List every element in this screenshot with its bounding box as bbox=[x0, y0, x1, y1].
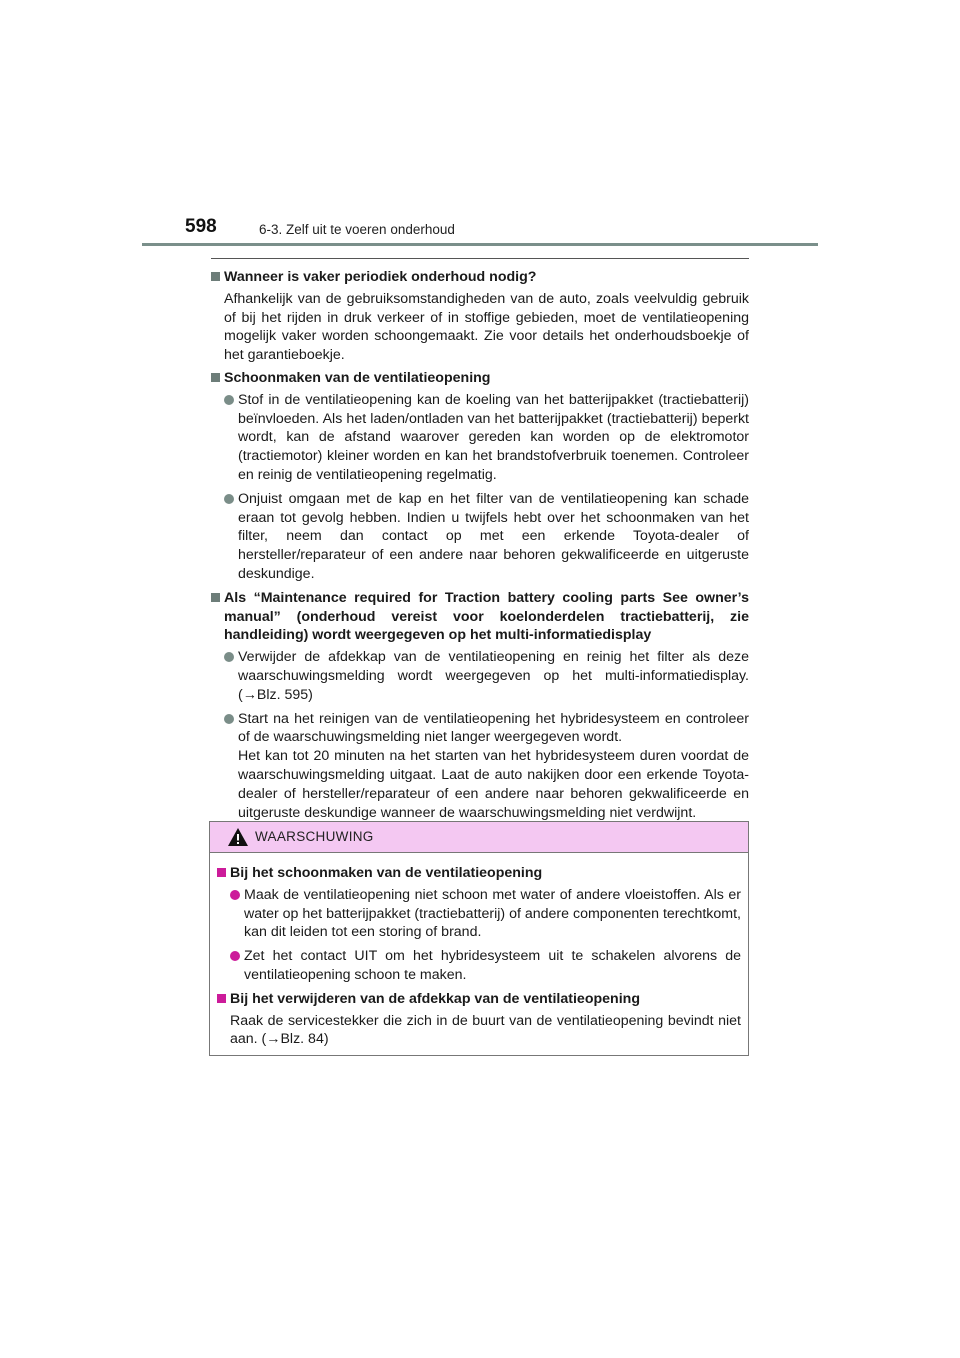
section-cleaning-vent bbox=[211, 369, 749, 584]
square-bullet-icon bbox=[217, 994, 226, 1003]
bullet-item bbox=[211, 490, 749, 584]
bullet-text-continued: Het kan tot 20 minuten na het starten van het hybridesysteem duren voordat de waarschuwingsmelding uitgaat. Laat de auto nakijken door een erkende Toyota-dealer of hersteller/reparateur of een andere naar behoren gekwalificeerde en uitgeruste deskundige wanneer de waarschuwingsmelding niet verdwijnt. bbox=[238, 748, 749, 821]
section-heading bbox=[211, 589, 749, 645]
bullet-text: Start na het reinigen van de ventilatieopening het hybridesysteem en controleer of de waarschuwingsmelding niet langer weergegeven wordt. bbox=[238, 710, 749, 746]
warning-body bbox=[210, 853, 748, 1049]
warning-title: WAARSCHUWING bbox=[255, 829, 374, 844]
bullet-item bbox=[211, 648, 749, 704]
square-bullet-icon bbox=[217, 868, 226, 877]
warning-header bbox=[210, 822, 748, 853]
warning-section-heading bbox=[217, 864, 741, 883]
bullet-text: Onjuist omgaan met de kap en het filter van de ventilatieopening kan schade eraan tot gevolg hebben. Indien u twijfels hebt over het schoonmaken van het filter, neem dan contact op met een erkende Toyota-dealer of hersteller/reparateur of een andere naar behoren gekwalificeerde en uitgeruste deskundige. bbox=[238, 490, 749, 582]
section-heading-text: Wanneer is vaker periodiek onderhoud nodig? bbox=[224, 269, 537, 285]
bullet-text: Maak de ventilatieopening niet schoon met water of andere vloeistoffen. Als er water op het batterijpakket (tractiebatterij) of andere componenten terechtkomt, kan dit leiden tot een storing of brand. bbox=[244, 886, 741, 941]
warning-box bbox=[209, 821, 749, 1056]
bullet-item bbox=[211, 710, 749, 823]
section-maintenance-message bbox=[211, 589, 749, 823]
warning-paragraph: Raak de servicestekker die zich in de buurt van de ventilatieopening bevindt niet aan. (→Blz. 84) bbox=[230, 1012, 741, 1048]
main-content bbox=[211, 258, 749, 827]
round-bullet-icon bbox=[224, 494, 234, 504]
bullet-text: Stof in de ventilatieopening kan de koeling van het batterijpakket (tractiebatterij) beïnvloeden. Als het laden/ontladen van het batterijpakket (tractiebatterij) beperkt wordt, kan de afstand waarover gereden kan worden op de elektromotor (tractiemotor) kleiner worden en kan het brandstofverbruik toenemen. Controleer en reinig de ventilatieopening regelmatig. bbox=[238, 391, 749, 483]
round-bullet-icon bbox=[230, 951, 240, 961]
warning-heading-text: Bij het schoonmaken van de ventilatieopening bbox=[230, 865, 543, 881]
bullet-text: Verwijder de afdekkap van de ventilatieopening en reinig het filter als deze waarschuwingsmelding wordt weergegeven op het multi-informatiedisplay. (→Blz. 595) bbox=[238, 649, 749, 703]
section-heading-text: Als “Maintenance required for Traction battery cooling parts See owner’s manual” (onderhoud vereist voor koelonderdelen tractiebatterij, zie handleiding) wordt weergegeven op het multi-informatiedisplay bbox=[224, 589, 749, 644]
page-number: 598 bbox=[185, 216, 217, 237]
section-heading bbox=[211, 369, 749, 388]
bullet-text: Zet het contact UIT om het hybridesysteem uit te schakelen alvorens de ventilatieopening schoon te maken. bbox=[244, 948, 741, 983]
square-bullet-icon bbox=[211, 593, 220, 602]
bullet-item bbox=[211, 391, 749, 485]
warning-bullet-item bbox=[217, 886, 741, 942]
section-periodic-maintenance bbox=[211, 268, 749, 365]
section-heading-text: Schoonmaken van de ventilatieopening bbox=[224, 369, 491, 386]
warning-section-heading bbox=[217, 990, 741, 1009]
section-heading bbox=[211, 268, 749, 287]
round-bullet-icon bbox=[224, 714, 234, 724]
round-bullet-icon bbox=[230, 890, 240, 900]
round-bullet-icon bbox=[224, 395, 234, 405]
chapter-title: 6-3. Zelf uit te voeren onderhoud bbox=[259, 222, 455, 237]
round-bullet-icon bbox=[224, 652, 234, 662]
section-divider bbox=[211, 258, 749, 259]
header-rule bbox=[142, 243, 818, 246]
warning-heading-text: Bij het verwijderen van de afdekkap van de ventilatieopening bbox=[230, 990, 640, 1007]
square-bullet-icon bbox=[211, 272, 220, 281]
section-paragraph: Afhankelijk van de gebruiksomstandigheden van de auto, zoals veelvuldig gebruik of bij het rijden in druk verkeer of in stoffige gebieden, moet de ventilatieopening mogelijk vaker worden schoongemaakt. Zie voor details het onderhoudsboekje of het garantieboekje. bbox=[224, 290, 749, 364]
warning-bullet-item bbox=[217, 947, 741, 985]
warning-triangle-icon bbox=[227, 827, 249, 847]
square-bullet-icon bbox=[211, 373, 220, 382]
